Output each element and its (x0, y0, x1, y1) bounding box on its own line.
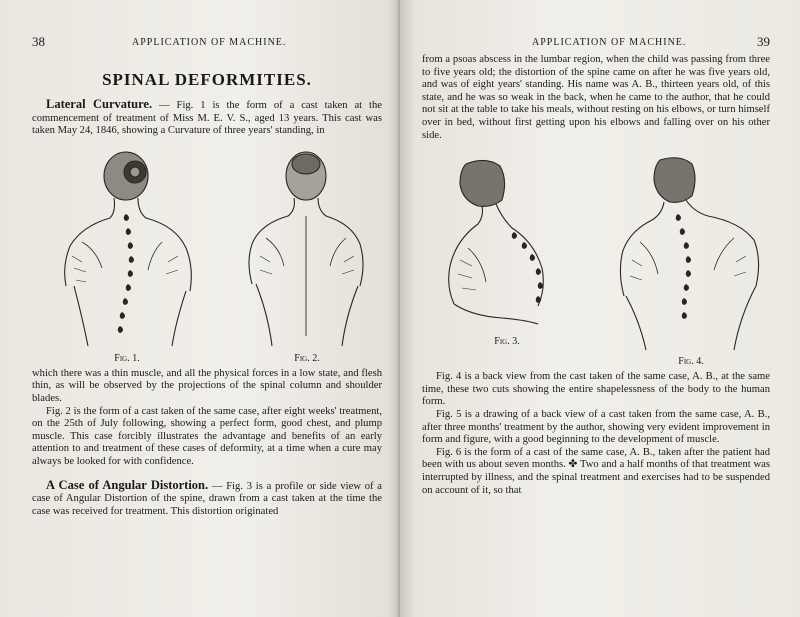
lateral-curvature-paragraph (32, 98, 382, 138)
angular-distortion-paragraph (32, 479, 382, 519)
fig1-back-illustration (52, 146, 202, 351)
fig3-caption: Fig. 3. (494, 336, 520, 348)
fig3-profile-illustration (442, 156, 572, 334)
angular-distortion-heading: A Case of Angular Distortion. (46, 477, 209, 492)
section-title: SPINAL DEFORMITIES. (102, 70, 312, 89)
running-head: APPLICATION OF MACHINE. (532, 37, 687, 48)
right-page (400, 0, 800, 617)
page-number: 38 (32, 34, 45, 49)
figure-3 (442, 156, 572, 367)
figure-row-3-4 (422, 156, 770, 367)
page-number: 39 (757, 34, 770, 49)
paragraph-fig2: Fig. 2 is the form of a cast taken of the same case, after eight weeks' treatment, on the 25th of July following, showing a perfect form, good chest, and plump muscle. This case forcibly illustrates the advantage and benefits of an early attention to and treatment of these cases of deformity, at a time when a cure may always be looked for with confidence. (32, 405, 382, 467)
running-head: APPLICATION OF MACHINE. (132, 37, 287, 48)
figure-row-1-2 (32, 146, 382, 364)
fig2-caption: Fig. 2. (294, 352, 320, 364)
paragraph-after-figures: which there was a thin muscle, and all the physical forces in a low state, and flesh thin, as will be observed by the projections of the spinal column and shoulder blades. (32, 367, 382, 404)
left-page-header (32, 34, 382, 54)
figure-1 (52, 146, 202, 364)
paragraph-fig6: Fig. 6 is the form of a cast of the same case, A. B., taken after the patient had been with us about seven months. ✤ Two and a half months of that treatment was interrupted by illness, and the spinal treatment and exercises had to be suspended on account of it, so that (422, 446, 770, 496)
fig1-caption: Fig. 1. (114, 352, 140, 364)
right-page-header (422, 34, 770, 54)
fig4-back-illustration (616, 156, 766, 354)
fig4-caption: Fig. 4. (678, 356, 704, 368)
paragraph-fig4: Fig. 4 is a back view from the cast taken of the same case, A. B., at the same time, these two cuts showing the entire shapelessness of the body to the human form. (422, 371, 770, 408)
angular-distortion-text: — Fig. 3 is a profile or side view of a case of Angular Distortion of the spine, drawn from a cast taken at the time the case was received for treatment. This distortion originated (32, 480, 382, 517)
lateral-curvature-text: — Fig. 1 is the form of a cast taken at the commencement of treatment of Miss M. E. V. S., aged 13 years. This cast was taken May 24, 1846, showing a Curvature of three years' standing, in (32, 100, 382, 137)
figure-2 (242, 146, 372, 364)
figure-4 (616, 156, 766, 367)
fig2-back-illustration (242, 146, 372, 351)
lateral-curvature-heading: Lateral Curvature. (46, 97, 153, 111)
paragraph-fig5: Fig. 5 is a drawing of a back view of a cast taken from the same case, A. B., after three months' treatment by the author, showing very evident improvement in form and figure, with a good beginning to the development of muscle. (422, 408, 770, 446)
paragraph-top: from a psoas abscess in the lumbar region, when the child was passing from three to five years old; the distortion of the spine came on after he was five years old, and was of eight years' standing. His name was A. B., thirteen years old, of this state, and he was so weak in the back, when he came to the author, that he could not sit at the table to take his meals, without resting on his elbows, or turn himself over in bed, without first getting upon his elbows and falling over on his other side. (422, 54, 770, 141)
